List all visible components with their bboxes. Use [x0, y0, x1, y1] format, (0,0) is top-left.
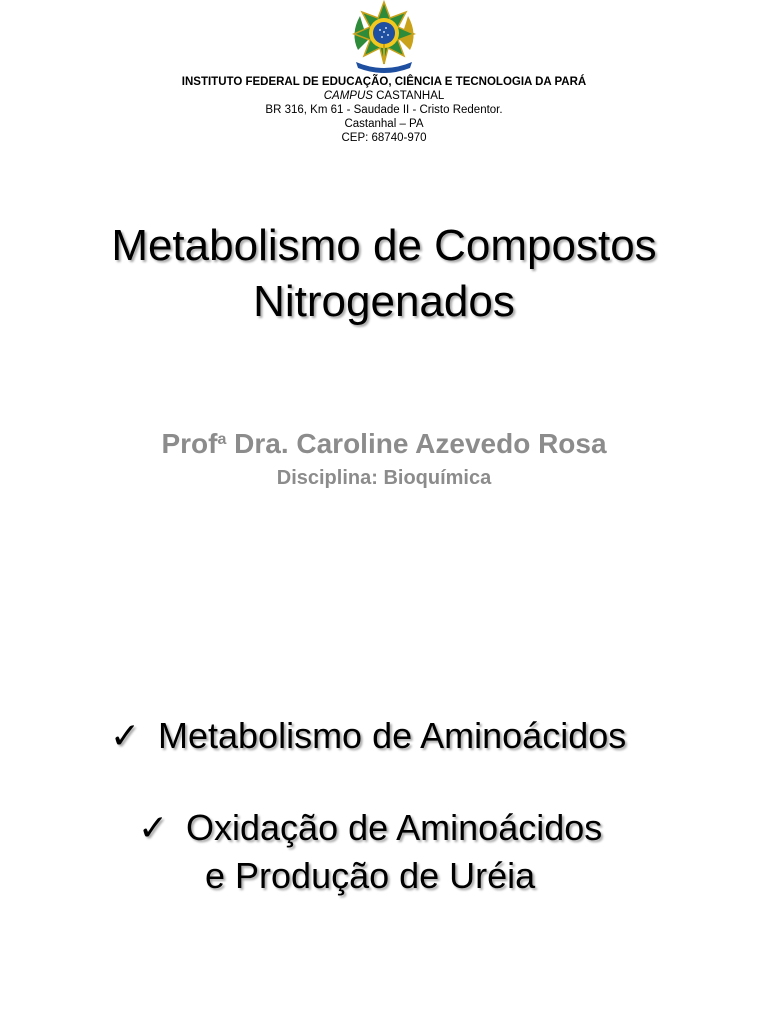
campus-line	[0, 89, 768, 103]
author-name	[0, 420, 768, 464]
cep-line: CEP: 68740-970	[341, 132, 427, 144]
address-line: BR 316, Km 61 - Saudade II - Cristo Redentor.	[265, 104, 503, 116]
institution-header	[0, 75, 768, 145]
campus-name: CASTANHAL	[372, 90, 445, 102]
institution-name: INSTITUTO FEDERAL DE EDUCAÇÃO, CIÊNCIA E TECNOLOGIA DA PARÁ	[181, 76, 587, 88]
topic-text-continuation: e Produção de Uréia	[205, 855, 536, 896]
topic-item	[110, 713, 626, 759]
discipline-label: Disciplina: Bioquímica	[276, 467, 492, 489]
author-prefix: Prof	[161, 428, 218, 459]
topic-item	[138, 805, 602, 851]
topic-text: Metabolismo de Aminoácidos	[158, 715, 627, 756]
coat-of-arms-icon	[344, 0, 424, 76]
slide-title	[0, 218, 768, 330]
author-ordinal: a	[217, 431, 227, 448]
topic-text: Oxidação de Aminoácidos	[186, 807, 603, 848]
city-line: Castanhal – PA	[344, 118, 424, 130]
campus-prefix: CAMPUS	[323, 90, 373, 102]
title-line-2: Nitrogenados	[253, 277, 515, 326]
checkmark-icon: ✓	[110, 715, 141, 756]
author-full-name: Dra. Caroline Azevedo Rosa	[226, 428, 607, 459]
title-line-1: Metabolismo de Compostos	[111, 221, 657, 270]
checkmark-icon: ✓	[138, 807, 169, 848]
